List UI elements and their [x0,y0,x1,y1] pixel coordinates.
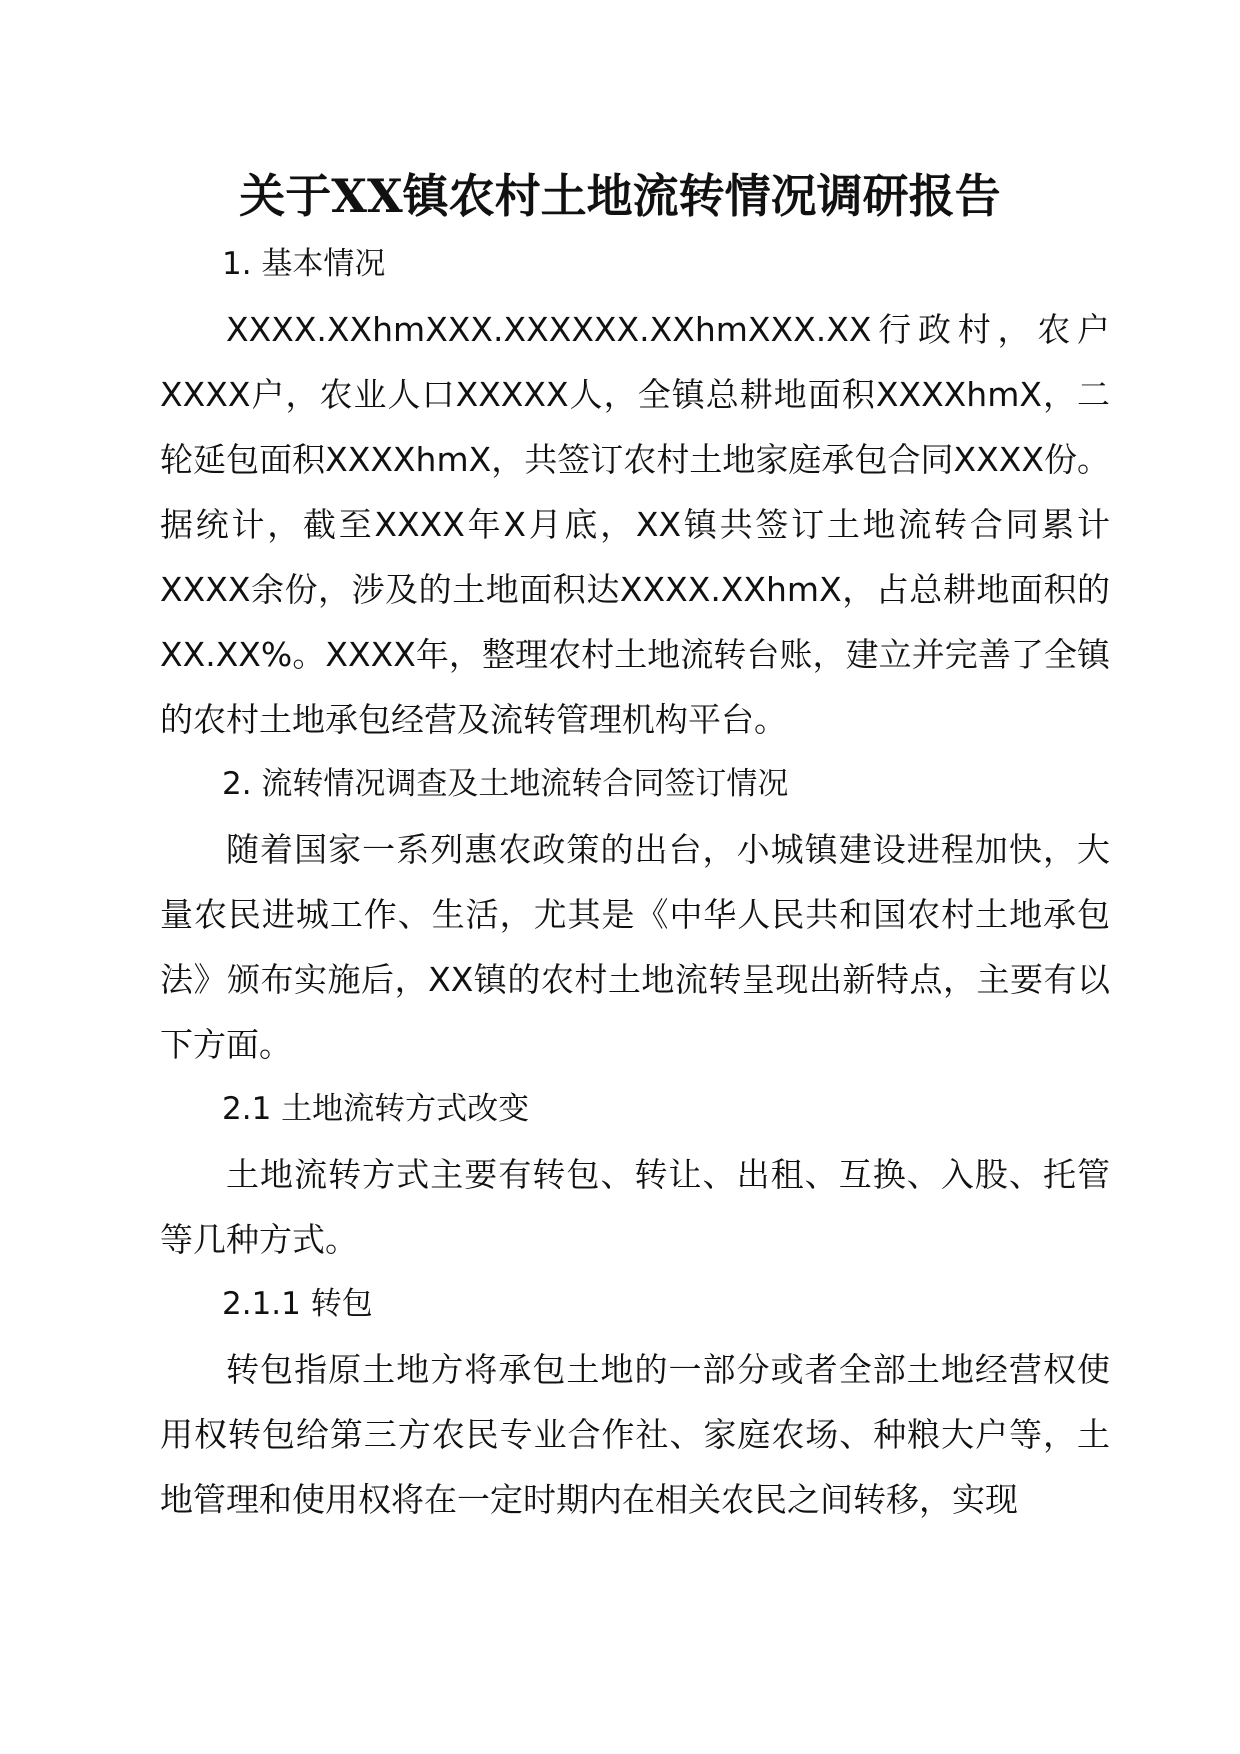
paragraph-transfer-methods: 土地流转方式主要有转包、转让、出租、互换、入股、托管等几种方式。 [160,1155,1110,1259]
document-title: 关于XX镇农村土地流转情况调研报告 [239,169,1001,223]
section-heading-transfer-methods: 2.1 土地流转方式改变 [222,1091,530,1127]
section-heading-basic-situation: 1. 基本情况 [222,246,386,282]
paragraph-subcontract: 转包指原土地方将承包土地的一部分或者全部土地经营权使用权转包给第三方农民专业合作社、家庭农场、种粮大户等，土地管理和使用权将在一定时期内在相关农民之间转移，实现 [160,1350,1110,1519]
paragraph-transfer-survey: 随着国家一系列惠农政策的出台，小城镇建设进程加快，大量农民进城工作、生活，尤其是《中华人民共和国农村土地承包法》颁布实施后，XX镇的农村土地流转呈现出新特点，主要有以下方面。 [160,830,1110,1064]
section-heading-transfer-survey: 2. 流转情况调查及土地流转合同签订情况 [222,766,789,802]
paragraph-basic-situation: XXXX.XXhmXXX.XXXXXX.XXhmXXX.XX行政村，农户XXXX户，农业人口XXXXX人，全镇总耕地面积XXXXhmX，二轮延包面积XXXXhmX，共签订农村土地家庭承包合同XXXX份。据统计，截至XXXX年X月底，XX镇共签订土地流转合同累计XXXX余份，涉及的土地面积达XXXX.XXhmX，占总耕地面积的XX.XX%。XXXX年，整理农村土地流转台账，建立并完善了全镇的农村土地承包经营及流转管理机构平台。 [160,310,1110,739]
section-heading-subcontract: 2.1.1 转包 [222,1286,373,1322]
